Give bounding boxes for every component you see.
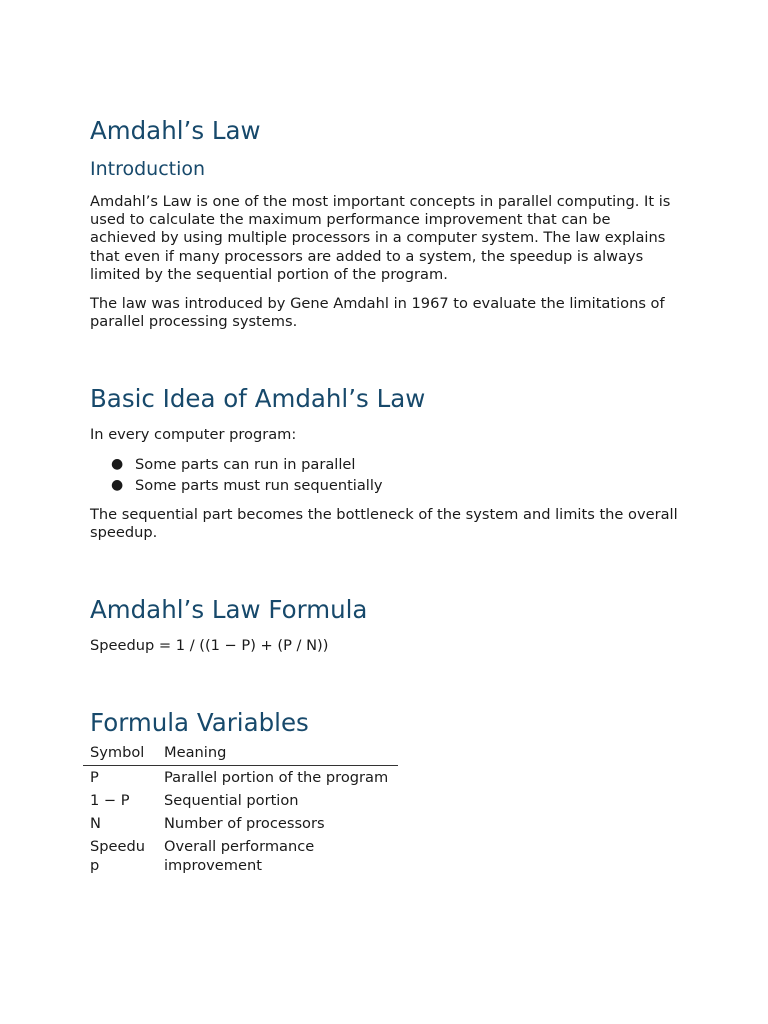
symbol-cell: N <box>90 815 101 833</box>
document-title: Amdahl’s Law <box>90 116 261 145</box>
bullet-icon: ● <box>111 477 124 493</box>
introduction-paragraph-2: The law was introduced by Gene Amdahl in 1967 to evaluate the limitations of parallel processing systems. <box>90 295 665 331</box>
bullet-text: Some parts can run in parallel <box>135 456 356 473</box>
introduction-paragraph-1: Amdahl’s Law is one of the most important concepts in parallel computing. It is used to calculate the maximum performance improvement that can be achieved by using multiple processors in a computer system. The law explains that even if many processors are added to a system, the speedup is always limited by the sequential portion of the program. <box>90 193 671 283</box>
formula-heading: Amdahl’s Law Formula <box>90 595 368 624</box>
table-row <box>83 789 398 812</box>
bullet-text: Some parts must run sequentially <box>135 477 383 494</box>
meaning-cell: Overall performance improvement <box>164 838 315 874</box>
symbol-cell: P <box>90 768 99 786</box>
table-row <box>83 766 398 790</box>
variables-heading: Formula Variables <box>90 708 309 737</box>
column-header-meaning: Meaning <box>157 744 398 766</box>
meaning-cell: Sequential portion <box>164 791 299 809</box>
introduction-heading: Introduction <box>90 158 206 180</box>
bullet-icon: ● <box>111 456 124 472</box>
meaning-cell: Parallel portion of the program <box>164 768 389 786</box>
basic-idea-bullet-list <box>90 454 383 496</box>
bullet-item <box>90 454 383 475</box>
symbol-cell: 1 − P <box>90 791 130 809</box>
symbol-cell: Speedup <box>90 838 145 874</box>
basic-idea-conclusion: The sequential part becomes the bottleneck of the system and limits the overall speedup. <box>90 506 678 542</box>
table-row <box>83 813 398 836</box>
table-row <box>83 836 398 877</box>
table-header-row <box>83 744 398 766</box>
meaning-cell: Number of processors <box>164 815 325 833</box>
formula-text: Speedup = 1 / ((1 − P) + (P / N)) <box>90 637 329 654</box>
variables-table <box>83 744 398 877</box>
bullet-item <box>90 475 383 496</box>
basic-idea-heading: Basic Idea of Amdahl’s Law <box>90 384 426 413</box>
column-header-symbol: Symbol <box>83 744 157 766</box>
basic-idea-lead: In every computer program: <box>90 426 297 443</box>
